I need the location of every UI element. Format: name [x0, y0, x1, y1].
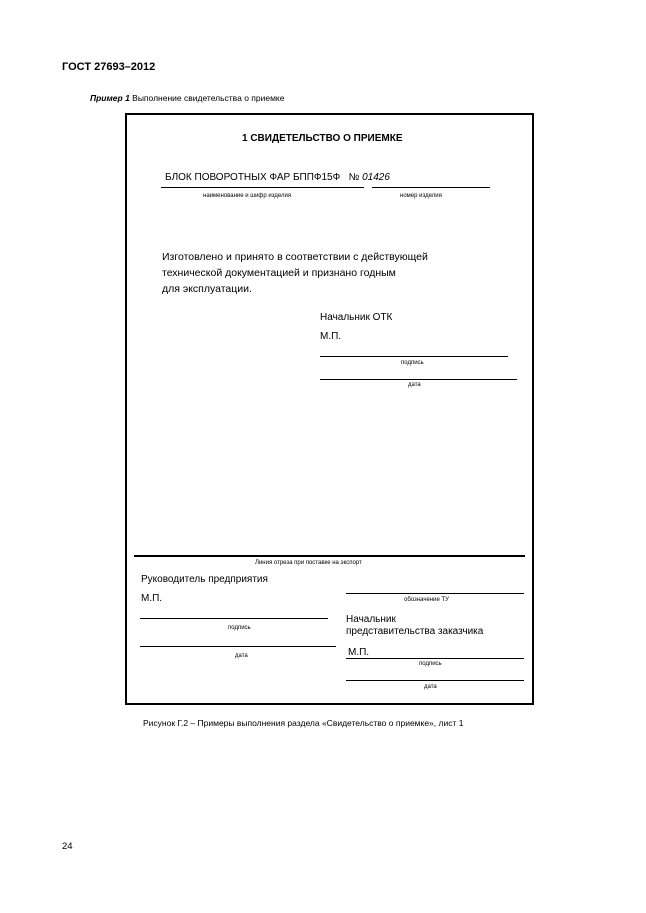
designation-line — [346, 593, 524, 594]
body-line: Изготовлено и принято в соответствии с действующей — [162, 251, 428, 263]
date-caption-left: дата — [235, 653, 248, 659]
name-caption: наименование и шифр изделия — [203, 193, 292, 199]
designation-caption: обозначение ТУ — [404, 597, 449, 603]
date-caption-right: дата — [424, 684, 437, 690]
customer-head-line2: представительства заказчика — [346, 626, 484, 637]
enterprise-head-label: Руководитель предприятия — [141, 574, 268, 585]
cut-line — [134, 555, 525, 557]
signature-line-right — [346, 658, 524, 659]
cut-line-label: Линия отреза при поставке на экспорт — [255, 560, 362, 566]
signature-caption-left: подпись — [228, 625, 251, 631]
name-underline — [161, 187, 364, 188]
body-line: для эксплуатации. — [162, 283, 252, 295]
signature-caption-right: подпись — [419, 661, 442, 667]
customer-head-line1: Начальник — [346, 614, 396, 625]
figure-caption: Рисунок Г.2 – Примеры выполнения раздела «Свидетельство о приемке», лист 1 — [143, 718, 464, 728]
signature-line — [320, 356, 508, 357]
product-number: 01426 — [362, 172, 390, 183]
certificate-frame — [125, 113, 534, 705]
date-caption: дата — [408, 382, 421, 388]
number-prefix: № — [348, 172, 360, 183]
date-line-left — [140, 646, 336, 647]
number-caption: номер изделия — [400, 193, 442, 199]
certificate-title: 1 СВИДЕТЕЛЬСТВО О ПРИЕМКЕ — [242, 133, 403, 144]
number-underline — [372, 187, 490, 188]
product-line — [165, 172, 390, 183]
example-label: Пример 1 — [90, 93, 130, 103]
example-text: Выполнение свидетельства о приемке — [129, 93, 285, 103]
product-name: БЛОК ПОВОРОТНЫХ ФАР БППФ15Ф — [165, 172, 341, 183]
stamp-label: М.П. — [320, 331, 342, 342]
example-heading — [90, 93, 284, 103]
date-line-right — [346, 680, 524, 681]
standard-header: ГОСТ 27693–2012 — [62, 61, 156, 73]
certificate-body — [162, 249, 428, 297]
signature-line-left — [140, 618, 328, 619]
page-number: 24 — [62, 841, 73, 852]
stamp-right-label: М.П. — [348, 647, 370, 658]
signature-caption: подпись — [401, 360, 424, 366]
date-line — [320, 379, 517, 380]
body-line: технической документацией и признано годным — [162, 267, 396, 279]
otk-head-label: Начальник ОТК — [320, 312, 393, 323]
stamp-left-label: М.П. — [141, 593, 163, 604]
